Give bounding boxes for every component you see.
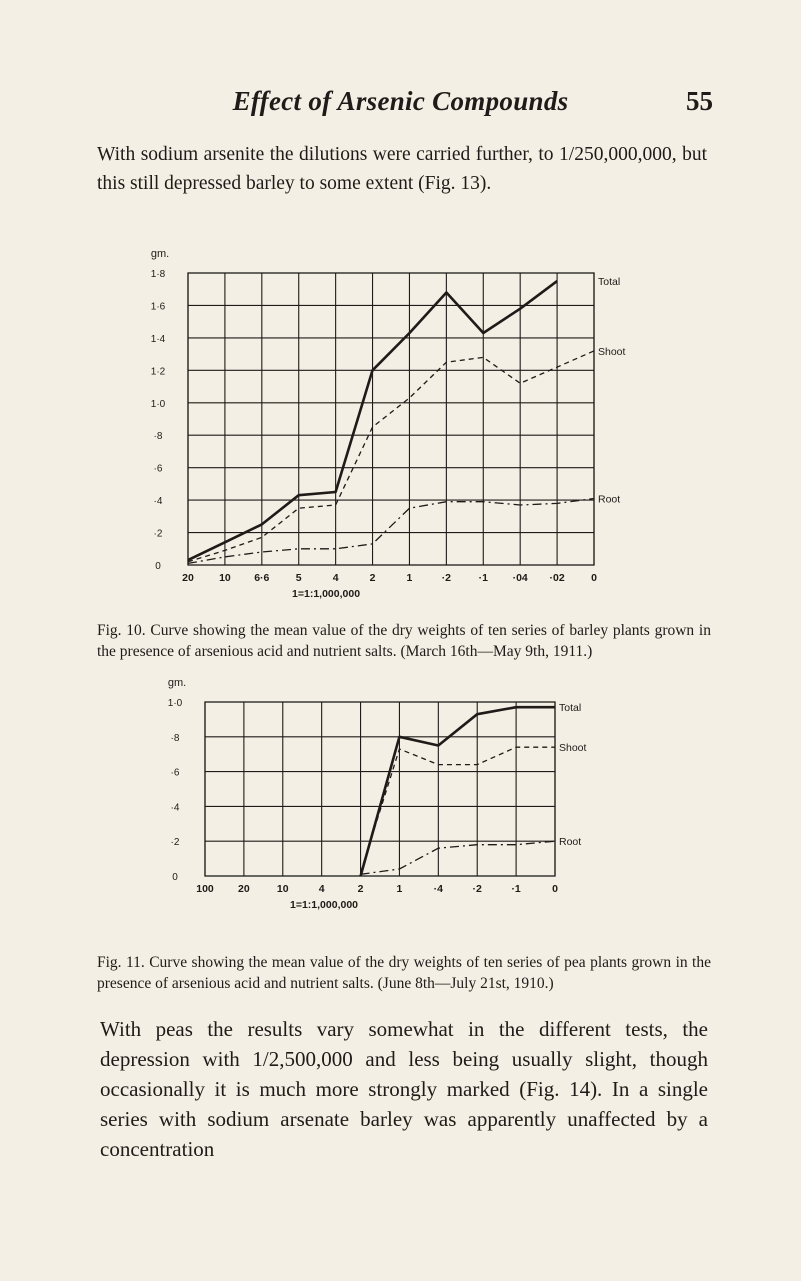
y-tick-label: ·6 [153, 463, 163, 475]
x-tick-label: ·04 [512, 572, 528, 584]
y-tick-label: ·4 [170, 802, 180, 814]
series-label-root: Root [559, 836, 582, 849]
y-tick-label: 1·0 [150, 398, 166, 410]
series-line-root [361, 841, 555, 874]
y-tick-label: ·4 [153, 496, 163, 508]
x-tick-label: 10 [219, 572, 231, 584]
y-tick-label: ·2 [170, 837, 180, 849]
x-tick-label: 4 [318, 883, 325, 895]
y-tick-label: ·2 [153, 528, 163, 540]
y-axis-unit: gm. [150, 248, 170, 260]
y-tick-label: 0 [172, 872, 178, 883]
x-tick-label: ·02 [549, 572, 565, 584]
x-tick-label: 5 [295, 572, 302, 584]
x-tick-label: ·4 [433, 883, 444, 895]
y-tick-label: ·8 [153, 431, 163, 443]
series-label-root: Root [598, 493, 621, 506]
x-tick-label: 6·6 [254, 572, 270, 584]
x-tick-label: 10 [276, 883, 289, 895]
x-tick-label: 1 [406, 572, 413, 584]
x-tick-label: 100 [196, 883, 214, 895]
series-line-shoot [361, 747, 555, 872]
x-axis-note: 1=1:1,000,000 [292, 588, 361, 600]
y-tick-label: 1·8 [150, 269, 166, 280]
x-tick-label: 2 [357, 883, 364, 895]
x-tick-label: 20 [238, 883, 250, 895]
x-tick-label: 0 [591, 572, 597, 584]
paragraph-intro: With sodium arsenite the dilutions were carried further, to 1/250,000,000, but this still depressed barley to some extent (Fig. 13). [97, 144, 707, 194]
x-tick-label: 1 [396, 883, 403, 895]
y-tick-label: ·6 [170, 767, 180, 779]
x-axis-note: 1=1:1,000,000 [289, 899, 359, 911]
running-title: Effect of Arsenic Compounds [232, 86, 569, 116]
figure-11-caption: Fig. 11. Curve showing the mean value of the dry weights of ten series of pea plants grown in the presence of arsenious acid and nutrient salts. (June 8th—July 21st, 1910.) [97, 954, 711, 992]
y-axis-unit: gm. [167, 677, 187, 689]
x-tick-label: 4 [332, 572, 339, 584]
figure-10-chart [140, 248, 630, 615]
series-label-total: Total [598, 276, 621, 289]
plot-frame [205, 702, 555, 876]
y-tick-label: 1·6 [150, 301, 166, 313]
series-line-total [361, 707, 555, 876]
x-tick-label: ·2 [472, 883, 482, 895]
y-tick-label: 1·0 [167, 698, 183, 709]
figure-10-caption: Fig. 10. Curve showing the mean value of the dry weights of ten series of barley plants grown in the presence of arsenious acid and nutrient salts. (March 16th—May 9th, 1911.) [97, 622, 711, 660]
x-tick-label: 2 [369, 572, 376, 584]
y-tick-label: 0 [155, 561, 161, 572]
y-tick-label: 1·4 [150, 333, 166, 345]
figure-11-chart [160, 675, 630, 950]
paragraph-peas: With peas the results vary somewhat in the different tests, the depression with 1/2,500,000 and less being usually slight, though occasionally it is much more strongly marked (Fig. 14). In a single series with sodium arsenate barley was apparently unaffected by a concentration [100, 1017, 708, 1161]
page-header [0, 86, 801, 126]
y-tick-label: ·8 [170, 732, 180, 744]
page-number: 55 [686, 86, 713, 116]
y-tick-label: 1·2 [150, 366, 166, 378]
x-tick-label: ·1 [478, 572, 488, 584]
series-label-shoot: Shoot [598, 345, 626, 358]
plot-frame [188, 273, 594, 565]
x-tick-label: 0 [552, 883, 558, 895]
x-tick-label: 20 [182, 572, 194, 584]
x-tick-label: ·1 [511, 883, 521, 895]
series-label-shoot: Shoot [559, 742, 587, 755]
series-label-total: Total [559, 702, 582, 715]
x-tick-label: ·2 [441, 572, 452, 584]
